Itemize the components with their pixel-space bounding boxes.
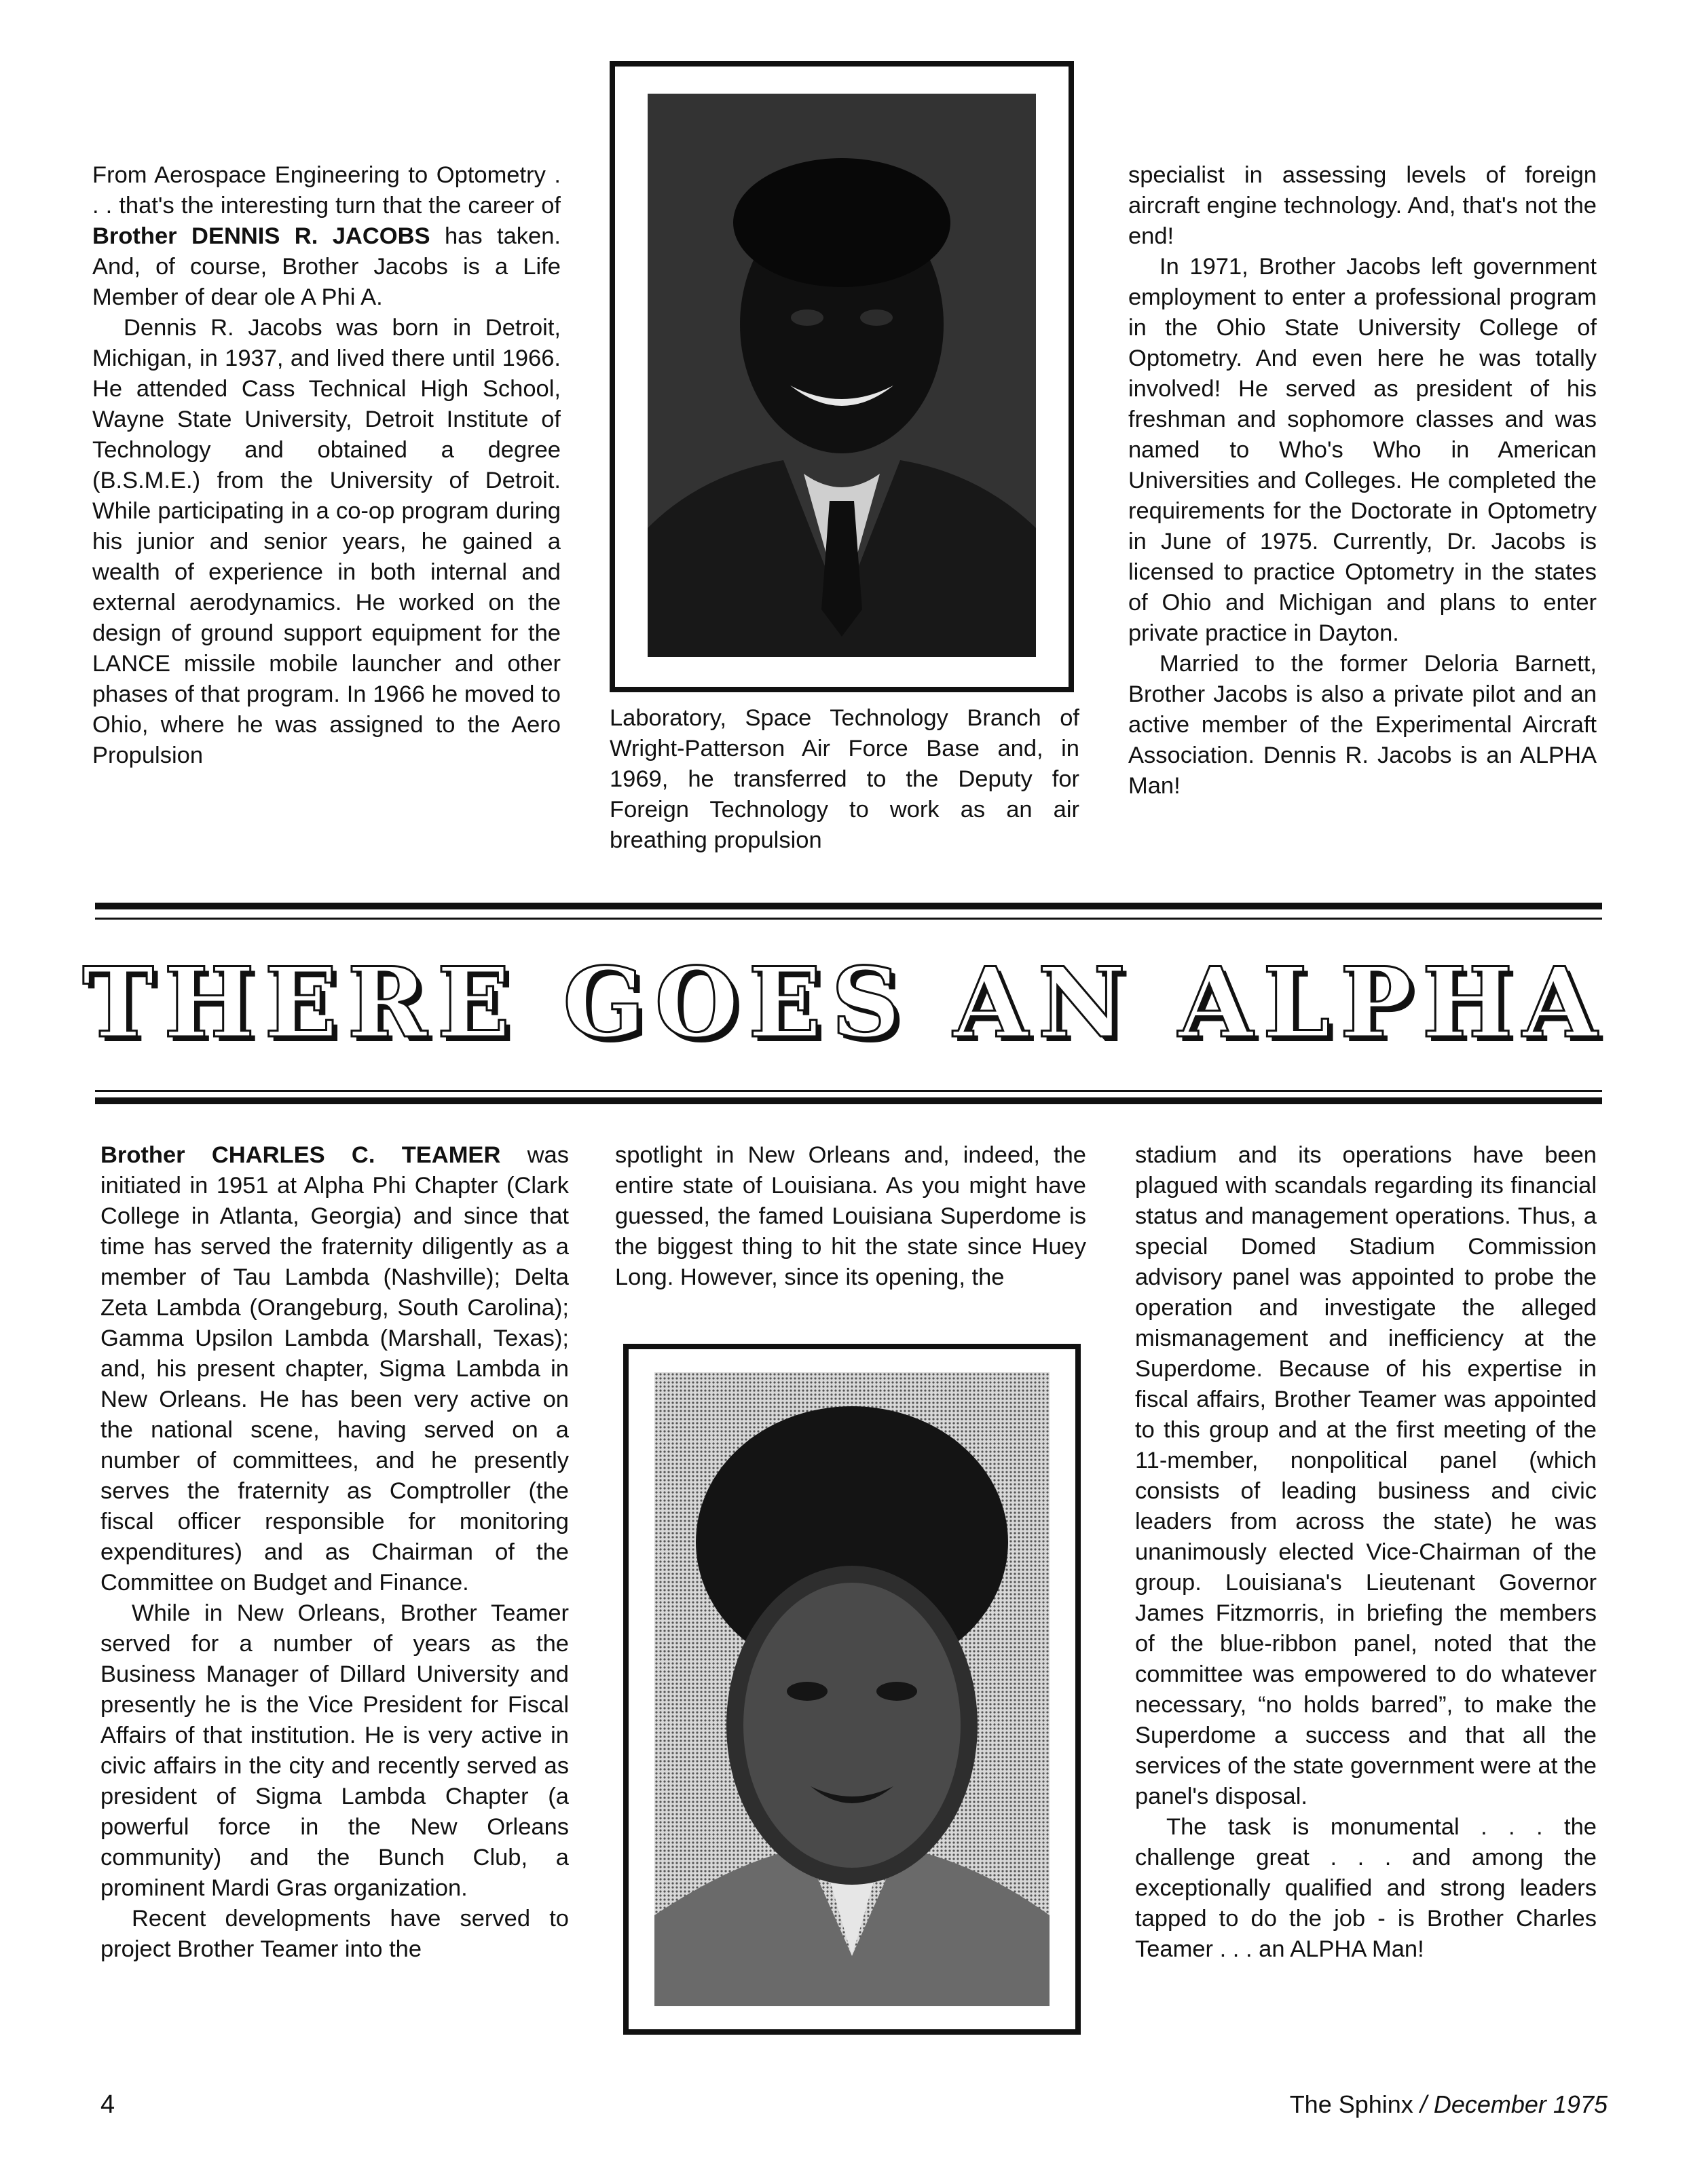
article1-paragraph: Married to the former Deloria Barnett, Brother Jacobs is also a private pilot and an active member of the Experimental Aircraft Association. Dennis R. Jacobs is an ALPHA Man! [1128, 651, 1597, 799]
article2-column1 [100, 1140, 569, 1965]
title-rule-bottom-thin [95, 1090, 1602, 1092]
photo-frame-charles-teamer [623, 1344, 1081, 2035]
photo-frame-dennis-jacobs [610, 61, 1074, 692]
article1-paragraph: From Aerospace Engineering to Optometry . . . that's the interesting turn that the career of Brother DENNIS R. JACOBS has taken. And, of course, Brother Jacobs is a Life Member of dear ole A Phi A. [92, 162, 561, 310]
article1-paragraph: specialist in assessing levels of foreign aircraft engine technology. And, that's not the end! [1128, 162, 1597, 249]
article1-column1 [92, 160, 561, 771]
title-rule-bottom-thick [95, 1097, 1602, 1104]
article2-paragraph: stadium and its operations have been plagued with scandals regarding its financial status and management operations. Thus, a special Domed Stadium Commission advisory panel was appointed to probe the operation and investigate the alleged mismanagement and inefficiency at the Superdome. Because of his expertise in fiscal affairs, Brother Teamer was appointed to this group and at the first meeting of the 11-member, nonpolitical panel (which consists of leading business and civic leaders from across the state) he was unanimously elected Vice-Chairman of the group. Louisiana's Lieutenant Governor James Fitzmorris, in briefing the members of the blue-ribbon panel, noted that the committee was empowered to do whatever necessary, “no holds barred”, to make the Superdome a success and that all the services of the state government were at the panel's disposal. [1135, 1142, 1597, 1809]
portrait-dennis-jacobs [648, 94, 1036, 657]
article2-paragraph: Brother CHARLES C. TEAMER was initiated in 1951 at Alpha Phi Chapter (Clark College in Atlanta, Georgia) and since that time has served the fraternity diligently as a member of Tau Lambda (Nashville); Delta Zeta Lambda (Orangeburg, South Carolina); Gamma Upsilon Lambda (Marshall, Texas); and, his present chapter, Sigma Lambda in New Orleans. He has been very active on the national scene, having served on a number of committees, and he presently serves the fraternity as Comptroller (the fiscal officer responsible for monitoring expenditures) and as Chairman of the Committee on Budget and Finance. [100, 1142, 569, 1596]
article2-column2 [615, 1140, 1086, 1293]
article1-paragraph: In 1971, Brother Jacobs left government employment to enter a professional program in the Ohio State University College of Optometry. And even here he was totally involved! He served as president of his freshman and sophomore classes and was named to Who's Who in American Universities and Colleges. He completed the requirements for the Doctorate in Optometry in June of 1975. Currently, Dr. Jacobs is licensed to practice Optometry in the states of Ohio and Michigan and plans to enter private practice in Dayton. [1128, 254, 1597, 646]
section-title: THERE GOES AN ALPHA [82, 947, 1607, 1059]
footer-separator: / [1419, 2090, 1427, 2118]
article1-paragraph: Dennis R. Jacobs was born in Detroit, Michigan, in 1937, and lived there until 1966. He attended Cass Technical High School, Wayne State University, Detroit Institute of Technology and obtained a degree (B.S.M.E.) from the University of Detroit. While participating in a co-op program during his junior and senior years, he gained a wealth of experience in both internal and external aerodynamics. He worked on the design of ground support equipment for the LANCE missile mobile launcher and other phases of that program. In 1966 he moved to Ohio, where he was assigned to the Aero Propulsion [92, 315, 561, 768]
article2-paragraph: Recent developments have served to project Brother Teamer into the [100, 1906, 569, 1962]
article1-column2 [610, 703, 1079, 856]
article2-paragraph: spotlight in New Orleans and, indeed, the entire state of Louisiana. As you might have guessed, the famed Louisiana Superdome is the biggest thing to hit the state since Huey Long. However, since its opening, the [615, 1142, 1086, 1290]
article2-paragraph: While in New Orleans, Brother Teamer served for a number of years as the Business Manager of Dillard University and presently he is the Vice President for Fiscal Affairs of that institution. He is very active in civic affairs in the city and recently served as president of Sigma Lambda Chapter (a powerful force in the New Orleans community) and the Bunch Club, a prominent Mardi Gras organization. [100, 1600, 569, 1901]
publication-name: The Sphinx [1289, 2090, 1413, 2118]
article1-column3 [1128, 160, 1597, 802]
title-rule-top-thin [95, 918, 1602, 920]
portrait-charles-teamer [654, 1372, 1050, 2006]
page-number: 4 [100, 2090, 115, 2119]
bold-name: Brother CHARLES C. TEAMER [100, 1142, 501, 1168]
bold-name: Brother DENNIS R. JACOBS [92, 223, 430, 249]
article2-paragraph: The task is monumental . . . the challenge great . . . and among the exceptionally qualified and strong leaders tapped to do the job - is Brother Charles Teamer . . . an ALPHA Man! [1135, 1814, 1597, 1962]
title-rule-top-thick [95, 903, 1602, 909]
publication-footer [1290, 2090, 1608, 2119]
article2-column3 [1135, 1140, 1597, 1965]
article1-paragraph: Laboratory, Space Technology Branch of Wright-Patterson Air Force Base and, in 1969, he transferred to the Deputy for Foreign Technology to work as an air breathing propulsion [610, 705, 1079, 853]
issue-date: December 1975 [1433, 2090, 1608, 2118]
